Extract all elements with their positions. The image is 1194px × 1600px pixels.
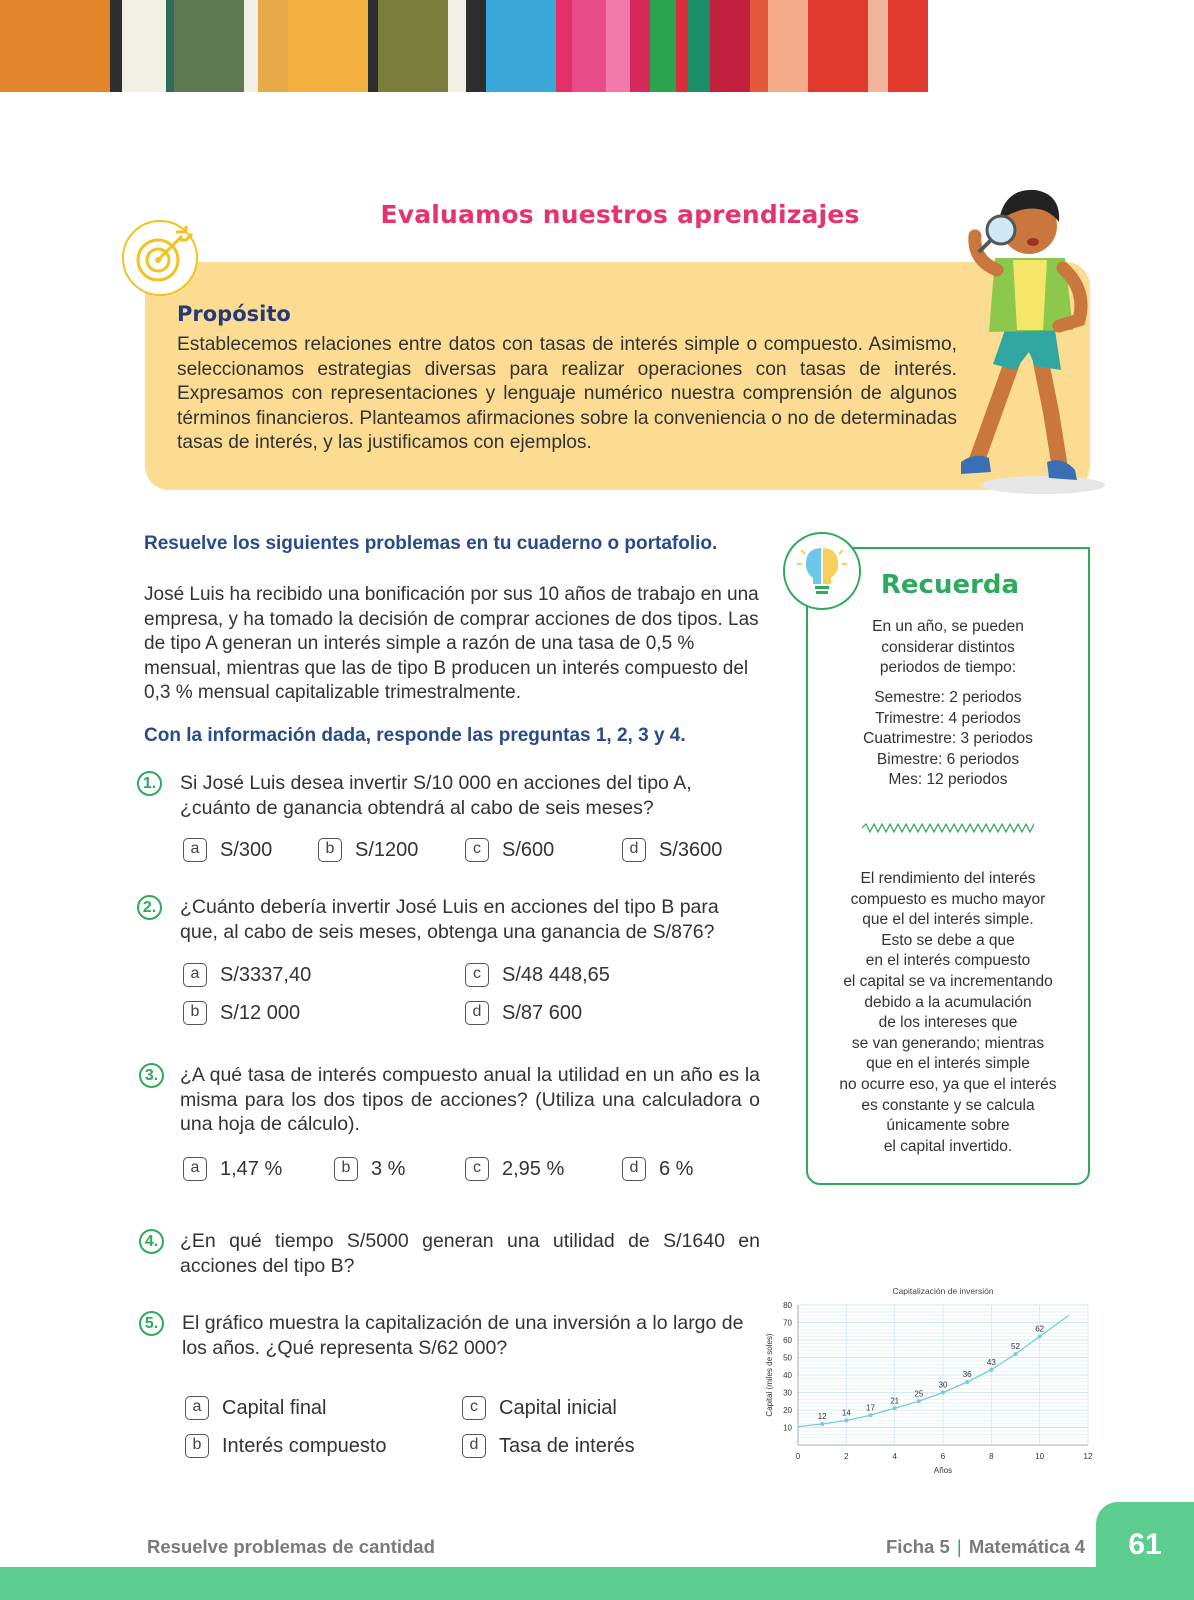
banner-stripe [244,0,258,92]
banner-stripe [676,0,688,92]
q1-option-b[interactable] [318,838,418,862]
recuerda-intro-line: periodos de tiempo: [879,659,1017,676]
option-letter: b [185,1434,209,1458]
banner-stripe [710,0,750,92]
option-text: S/1200 [355,838,419,861]
option-letter: a [183,963,207,987]
option-letter: d [462,1434,486,1458]
recuerda-body-line: se van generando; mientras [851,1034,1045,1052]
banner-stripe [630,0,650,92]
option-letter: a [185,1396,209,1420]
chart-x-tick-label: 8 [989,1452,994,1461]
recuerda-intro-line: considerar distintos [881,638,1015,656]
chart-data-label: 30 [938,1380,948,1390]
chart-data-label: 21 [890,1396,900,1406]
chart-x-tick-label: 10 [1035,1452,1045,1461]
footer-ficha-label: Ficha 5 [886,1536,950,1557]
banner-stripe [368,0,378,92]
recuerda-body-line: el capital invertido. [883,1137,1013,1155]
footer-band [0,1567,1194,1600]
recuerda-body-line: Esto se debe a que [881,931,1015,949]
question-2-number: 2. [137,895,162,920]
purpose-text: Establecemos relaciones entre datos con tasas de interés simple o compuesto. Asimismo, seleccionamos estrategias diversas para realizar operaciones con tasas de interés. Expresamos con representaciones y lenguaje numérico nuestra comprensión de algunos términos financieros. Planteamos afirmaciones sobre la conveniencia o no de determinadas tasas de interés, y las justificamos con ejemplos. [177,334,957,453]
chart-y-tick-label: 20 [783,1406,792,1415]
option-text: S/12 000 [220,1001,301,1024]
option-letter: c [465,963,489,987]
banner-stripe [448,0,466,92]
chart-data-label: 52 [1011,1342,1020,1351]
chart-data-label: 12 [817,1412,827,1421]
questions-heading: Con la información dada, responde las preguntas 1, 2, 3 y 4. [144,725,686,746]
question-4-text: ¿En qué tiempo S/5000 generan una utilidad de S/1640 en acciones del tipo B? [180,1230,760,1277]
q5-option-d[interactable] [462,1434,635,1458]
recuerda-body-line: es constante y se calcula [861,1096,1035,1114]
option-letter: a [183,1157,207,1181]
banner-stripe [888,0,928,92]
option-text: S/300 [220,838,273,861]
lightbulb-brain-icon [783,532,861,610]
q1-option-c[interactable] [465,838,554,862]
question-5-text: El gráfico muestra la capitalización de una inversión a lo largo de los años. ¿Qué representa S/62 000? [182,1312,744,1359]
banner-stripe [808,0,868,92]
zigzag-divider [862,822,1034,834]
chart-point [965,1380,969,1384]
chart-data-label: 36 [962,1370,972,1379]
banner-stripe [750,0,768,92]
recuerda-title: Recuerda [880,570,1020,600]
banner-stripe [174,0,244,92]
option-text: 1,47 % [220,1157,283,1180]
option-letter: d [622,1157,646,1181]
recuerda-body-line: debido a la acumulación [864,993,1032,1011]
banner-stripe [556,0,572,92]
chart-data-label: 43 [986,1357,996,1367]
recuerda-body-line: no ocurre eso, ya que el interés [839,1075,1057,1093]
banner-stripe [650,0,676,92]
option-letter: b [318,838,342,862]
period-item: Semestre: 2 periodos [874,689,1022,706]
banner-stripe [166,0,174,92]
banner-stripe [606,0,630,92]
boy-with-magnifier-illustration [955,180,1105,500]
footer-subject: Matemática 4 [968,1536,1086,1557]
chart-point [844,1419,848,1423]
chart-y-tick-label: 10 [783,1423,792,1433]
banner-stripe [572,0,606,92]
q3-option-b[interactable] [334,1157,405,1181]
period-item: Mes: 12 periodos [888,771,1008,788]
option-text: 3 % [371,1157,406,1180]
option-text: S/3600 [659,838,723,861]
option-text: S/600 [502,838,555,861]
question-3-text: ¿A qué tasa de interés compuesto anual la utilidad en un año es la misma para los dos tipos de acciones? (Utiliza una calculadora o una hoja de cálculo). [180,1064,760,1135]
q2-option-b[interactable] [183,1001,300,1025]
banner-stripe [768,0,808,92]
chart-x-tick-label: 12 [1083,1452,1093,1461]
banner-stripe [122,0,166,92]
chart-x-label: Años [933,1466,953,1475]
chart-y-tick-label: 50 [783,1353,792,1363]
chart-data-label: 62 [1035,1324,1045,1334]
chart-y-tick-label: 80 [783,1301,792,1310]
chart-y-tick-label: 30 [783,1388,792,1398]
question-1-number: 1. [137,771,162,796]
question-4-number: 4. [139,1229,164,1254]
chart-y-label: Capital (miles de soles) [765,1333,774,1417]
chart-y-tick-label: 40 [783,1371,792,1380]
option-letter: d [465,1001,489,1025]
chart-point [820,1422,824,1426]
chart-y-tick-label: 60 [783,1336,792,1345]
instruction-heading: Resuelve los siguientes problemas en tu cuaderno o portafolio. [144,533,718,554]
textile-banner [0,0,1194,92]
recuerda-body-line: compuesto es mucho mayor [850,890,1046,908]
chart-data-label: 25 [914,1389,924,1399]
q3-option-d[interactable] [622,1157,693,1181]
chart-point [1038,1335,1042,1339]
option-text: 6 % [659,1157,694,1180]
banner-stripe [288,0,368,92]
chart-point [941,1391,945,1395]
chart-data-label: 14 [841,1408,851,1418]
problem-intro: José Luis ha recibido una bonificación por sus 10 años de trabajo en una empresa, y ha tomado la decisión de comprar acciones de dos tipos. Las de tipo A generan un interés simple a razón de una tasa de 0,5 % mensual, mientras que las de tipo B producen un interés compuesto del 0,3 % mensual capitalizable trimestralmente. [144,584,759,703]
option-text: S/3337,40 [220,963,312,986]
banner-stripe [466,0,486,92]
option-letter: c [465,1157,489,1181]
option-letter: b [183,1001,207,1025]
chart-point [869,1413,873,1417]
period-item: Bimestre: 6 periodos [876,750,1020,768]
q2-option-d[interactable] [465,1001,582,1025]
recuerda-body-line: el capital se va incrementando [843,972,1053,990]
question-2-text: ¿Cuánto debería invertir José Luis en acciones del tipo B para que, al cabo de seis meses, obtenga una ganancia de S/876? [180,896,719,943]
banner-stripe [868,0,888,92]
question-5-number: 5. [139,1311,164,1336]
q5-option-a[interactable] [185,1396,327,1420]
option-letter: d [622,838,646,862]
target-icon [122,220,198,296]
chart-title: Capitalización de inversión [892,1286,994,1296]
zigzag-line [862,824,1034,832]
option-text: Interés compuesto [222,1434,387,1457]
chart-x-tick-label: 2 [844,1452,849,1461]
recuerda-body-line: que el del interés simple. [862,911,1034,929]
option-letter: c [465,838,489,862]
option-text: S/87 600 [502,1001,583,1024]
chart-point [1014,1352,1018,1356]
chart-data-label: 17 [866,1403,875,1413]
banner-stripe [688,0,710,92]
q3-option-c[interactable] [465,1157,564,1181]
recuerda-body-line: en el interés compuesto [865,952,1031,970]
question-3-number: 3. [139,1063,164,1088]
option-text: 2,95 % [502,1157,565,1180]
recuerda-body [820,869,1076,1157]
q2-option-a[interactable] [183,963,311,987]
chart-y-tick-label: 70 [783,1318,792,1328]
recuerda-body-line: que en el interés simple [866,1055,1030,1073]
period-item: Trimestre: 4 periodos [875,709,1021,727]
option-letter: c [462,1396,486,1420]
footer-competence: Resuelve problemas de cantidad [147,1536,435,1557]
banner-stripe [258,0,288,92]
period-item: Cuatrimestre: 3 periodos [863,730,1033,747]
q1-option-d[interactable] [622,838,722,862]
chart-x-tick-label: 0 [795,1452,801,1461]
option-text: Capital inicial [499,1396,617,1419]
q5-option-c[interactable] [462,1396,617,1420]
banner-stripe [378,0,448,92]
question-1-text: Si José Luis desea invertir S/10 000 en acciones del tipo A, ¿cuánto de ganancia obtendrá al cabo de seis meses? [180,772,692,819]
chart-x-tick-label: 4 [892,1452,897,1461]
recuerda-intro-line: En un año, se pueden [872,618,1024,635]
chart-point [989,1368,993,1372]
chart-point [917,1399,921,1403]
page-title: Evaluamos nuestros aprendizajes [380,200,860,229]
option-letter: a [183,838,207,862]
chart-point [893,1406,897,1410]
q3-option-a[interactable] [183,1157,282,1181]
footer-ficha [886,1536,1085,1558]
investment-chart [760,1285,1100,1505]
q2-option-c[interactable] [465,963,610,987]
option-text: Capital final [222,1396,327,1419]
recuerda-body-line: El rendimiento del interés [860,870,1036,887]
option-text: S/48 448,65 [502,963,610,986]
banner-stripe [486,0,556,92]
q1-option-a[interactable] [183,838,272,862]
option-letter: b [334,1157,358,1181]
footer-separator: | [956,1536,962,1557]
periods-list [820,688,1076,791]
chart-x-tick-label: 6 [940,1452,946,1461]
page-number: 61 [1128,1528,1162,1561]
option-text: Tasa de interés [499,1434,635,1457]
recuerda-body-line: únicamente sobre [886,1117,1010,1135]
purpose-title: Propósito [177,302,291,326]
banner-stripe [0,0,110,92]
recuerda-intro [820,617,1076,679]
q5-option-b[interactable] [185,1434,387,1458]
recuerda-body-line: de los intereses que [878,1014,1018,1032]
banner-stripe [110,0,122,92]
